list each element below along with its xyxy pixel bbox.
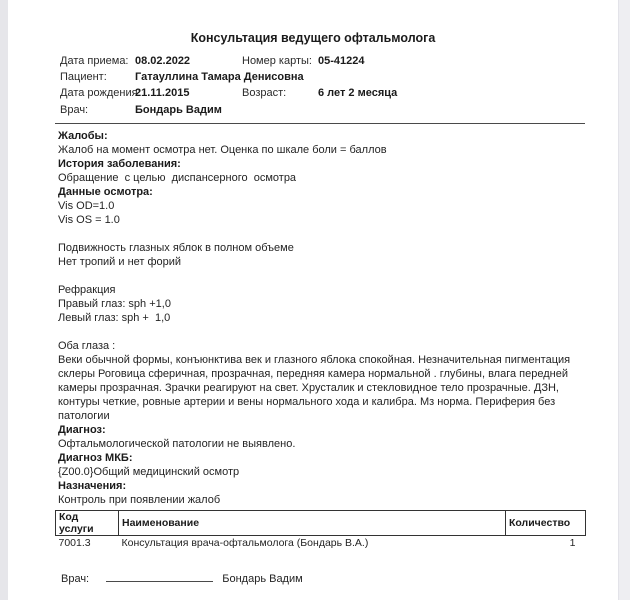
value-card-number: 05-41224 xyxy=(318,55,365,67)
value-admission-date: 08.02.2022 xyxy=(135,55,191,67)
label-patient: Пациент: xyxy=(60,71,107,84)
document-page xyxy=(8,0,618,600)
meta-row-patient xyxy=(60,70,618,86)
heading-complaints: Жалобы: xyxy=(58,129,108,142)
services-table xyxy=(55,510,586,551)
col-service-code: Код услуги xyxy=(56,510,119,535)
line-eye-motility: Подвижность глазных яблок в полном объеме xyxy=(58,241,294,254)
line-phoria: Нет тропий и нет форий xyxy=(58,255,182,268)
line-vis-os: Vis OS = 1.0 xyxy=(58,213,120,226)
line-icd-code: {Z00.0}Общий медицинский осмотр xyxy=(58,465,240,478)
left-page-edge xyxy=(0,0,8,600)
label-doctor: Врач: xyxy=(60,103,89,116)
heading-anamnesis: История заболевания: xyxy=(58,157,181,170)
meta-row-birthdate xyxy=(60,86,618,102)
line-prescription-text: Контроль при появлении жалоб xyxy=(58,493,221,506)
heading-diagnosis: Диагноз: xyxy=(58,423,106,436)
col-service-name: Наименование xyxy=(119,510,506,535)
label-card-number: Номер карты: xyxy=(242,55,312,67)
label-admission-date: Дата приема: xyxy=(60,55,129,67)
value-age: 6 лет 2 месяца xyxy=(318,87,398,100)
blank-line xyxy=(58,325,618,339)
line-refraction: Рефракция xyxy=(58,283,116,296)
services-header-row xyxy=(56,510,586,535)
label-age: Возраст: xyxy=(242,87,287,100)
heading-exam-data: Данные осмотра: xyxy=(58,185,153,198)
line-complaints-text: Жалоб на момент осмотра нет. Оценка по шкале боли = баллов xyxy=(58,143,387,156)
cell-service-name: Консультация врача-офтальмолога (Бондарь В.А.) xyxy=(121,536,369,549)
examination-body xyxy=(58,129,618,507)
cell-service-code: 7001.3 xyxy=(58,536,91,549)
table-row xyxy=(56,535,586,551)
blank-line xyxy=(58,269,618,283)
patient-meta-block xyxy=(60,54,618,119)
signature-doctor-label: Врач: xyxy=(61,572,90,585)
line-right-eye: Правый глаз: sph +1,0 xyxy=(58,297,171,310)
blank-line xyxy=(58,227,618,241)
doctor-signature-row xyxy=(61,570,618,586)
meta-row-doctor xyxy=(60,103,618,119)
signature-doctor-name: Бондарь Вадим xyxy=(222,572,303,585)
line-both-eyes: Оба глаза : xyxy=(58,339,116,352)
section-divider xyxy=(55,123,585,124)
signature-line xyxy=(106,570,213,582)
cell-quantity: 1 xyxy=(569,536,576,549)
label-birth-date: Дата рождения: xyxy=(60,87,141,100)
meta-row-admission xyxy=(60,54,618,70)
value-birth-date: 21.11.2015 xyxy=(135,87,190,100)
value-doctor-name: Бондарь Вадим xyxy=(135,103,222,116)
heading-icd-diagnosis: Диагноз МКБ: xyxy=(58,451,133,464)
heading-prescriptions: Назначения: xyxy=(58,479,127,492)
line-anamnesis-text: Обращение с целью диспансерного осмотра xyxy=(58,171,297,184)
line-diagnosis-text: Офтальмологической патологии не выявлено. xyxy=(58,437,296,450)
right-page-edge xyxy=(618,0,630,600)
paragraph-exam-description: Веки обычной формы, конъюнктива век и глазного яблока спокойная. Незначительная пигментация склеры Роговица сферичная, прозрачная, передняя камера нормальной . глубины, влага передней камеры прозрачная. Зрачки реагируют на свет. Хрусталик и стекловидное тело прозрачные. ДЗН, контуры четкие, ровные артерии и вены нормального хода и калибра. Мз норма. Периферия без патологии xyxy=(58,353,574,422)
value-patient-name: Гатауллина Тамара Денисовна xyxy=(135,71,304,84)
line-left-eye: Левый глаз: sph + 1,0 xyxy=(58,311,171,324)
col-quantity: Количество xyxy=(506,510,586,535)
page-title: Консультация ведущего офтальмолога xyxy=(190,31,436,45)
line-vis-od: Vis OD=1.0 xyxy=(58,199,115,212)
